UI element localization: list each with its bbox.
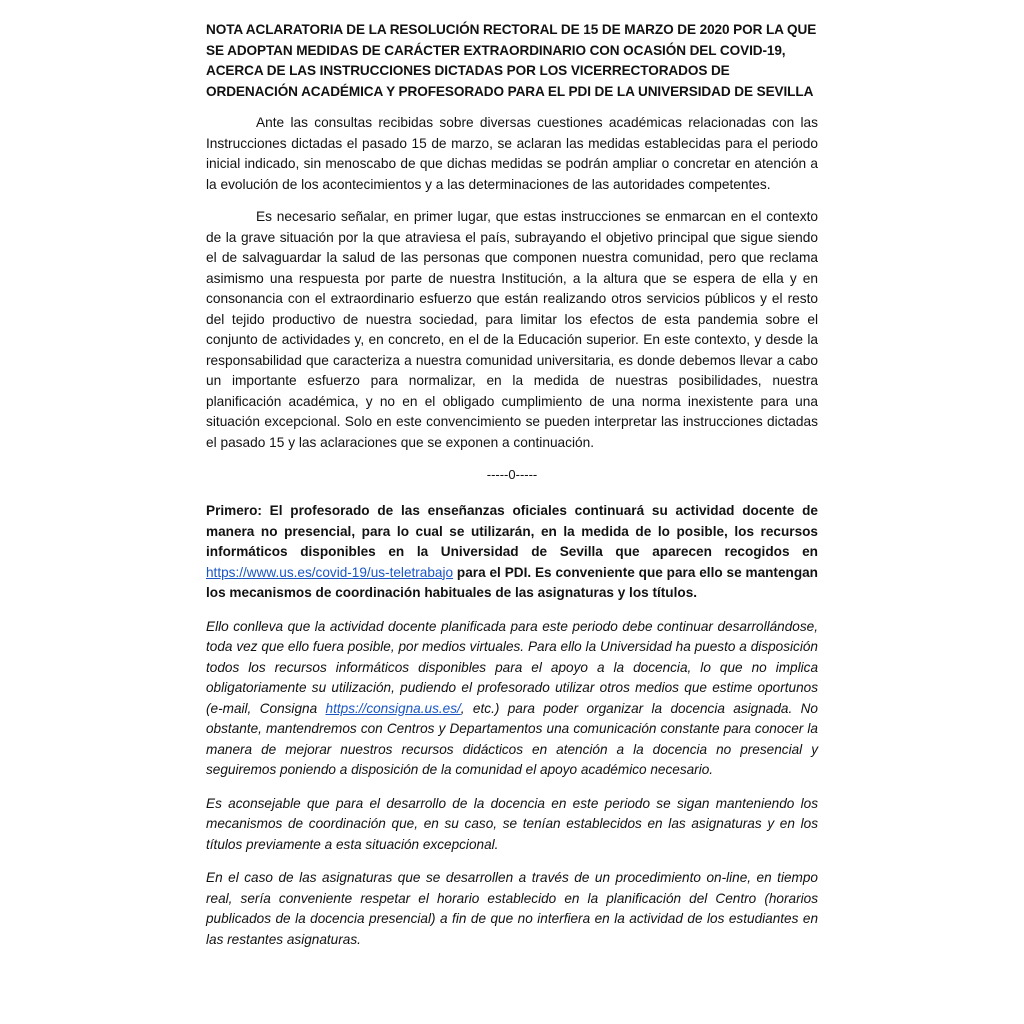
italic-paragraph-3: En el caso de las asignaturas que se desarrollen a través de un procedimiento on-line, en tiempo real, sería conveniente respetar el horario establecido en la planificación del Centro (horarios publicados de la docencia presencial) a fin de que no interfiera en la actividad de los estudiantes en las restantes asignaturas. [206, 870, 818, 947]
document-title: NOTA ACLARATORIA DE LA RESOLUCIÓN RECTORAL DE 15 DE MARZO DE 2020 POR LA QUE SE ADOPTAN MEDIDAS DE CARÁCTER EXTRAORDINARIO CON OCASIÓN DEL COVID-19, ACERCA DE LAS INSTRUCCIONES DICTADAS POR LOS VICERRECTORADOS DE ORDENACIÓN ACADÉMICA Y PROFESORADO PARA EL PDI DE LA UNIVERSIDAD DE SEVILLA [206, 22, 817, 99]
italic-paragraph-2: Es aconsejable que para el desarrollo de la docencia en este periodo se sigan manteniendo los mecanismos de coordinación que, en su caso, se tenían establecidos en las asignaturas y en los títulos previamente a esta situación excepcional. [206, 795, 818, 852]
primero-text-before-link: Primero: El profesorado de las enseñanzas oficiales continuará su actividad docente de manera no presencial, para lo cual se utilizarán, en la medida de lo posible, los recursos informáticos disponibles en la Universidad de Sevilla que aparecen recogidos en [206, 503, 818, 559]
intro-paragraph-2: Es necesario señalar, en primer lugar, que estas instrucciones se enmarcan en el contexto de la grave situación por la que atraviesa el país, subrayando el objetivo principal que sigue siendo el de salvaguardar la salud de las personas que componen nuestra comunidad, pero que reclama asimismo una respuesta por parte de nuestra Institución, a la altura que se espera de ella y en consonancia con el extraordinario esfuerzo que están realizando otros servicios públicos y el resto del tejido productivo de nuestra sociedad, para limitar los efectos de esta pandemia sobre el conjunto de actividades y, en concreto, en el de la Educación superior. En este contexto, y desde la responsabilidad que caracteriza a nuestra comunidad universitaria, es donde debemos llevar a cabo un importante esfuerzo para normalizar, en la medida de nuestras posibilidades, nuestra planificación académica, y no en el obligado cumplimiento de una norma inexistente para una situación excepcional. Solo en este convencimiento se pueden interpretar las instrucciones dictadas el pasado 15 y las aclaraciones que se exponen a continuación. [206, 209, 818, 450]
primero-text-after-link: para el PDI. Es conveniente que para ello se mantengan los mecanismos de coordinación habituales de las asignaturas y los títulos. [206, 564, 818, 600]
intro-paragraph-1: Ante las consultas recibidas sobre diversas cuestiones académicas relacionadas con las Instrucciones dictadas el pasado 15 de marzo, se aclaran las medidas establecidas para el periodo inicial indicado, sin menoscabo de que dichas medidas se podrán ampliar o concretar en atención a la evolución de los acontecimientos y a las determinaciones de las autoridades competentes. [206, 115, 818, 192]
italic-1-text-before-link: Ello conlleva que la actividad docente planificada para este periodo debe continuar desarrollándose, toda vez que ello fuera posible, por medios virtuales. Para ello la Universidad ha puesto a disposición todos los recursos informáticos disponibles para el apoyo a la docencia, lo que no implica obligatoriamente su utilización, pudiendo el profesorado utilizar otros medios que estime oportunos (e-mail, Consigna [206, 618, 818, 716]
italic-1-text-after-link: , etc.) para poder organizar la docencia asignada. No obstante, mantendremos con Centros y Departamentos una comunicación constante para conocer la manera de mejorar nuestros recursos didácticos en atención a la docencia no presencial y seguiremos poniendo a disposición de la comunidad el apoyo académico necesario. [206, 700, 818, 777]
section-separator: -----0----- [486, 467, 538, 482]
us-teletrabajo-link[interactable]: https://www.us.es/covid-19/us-teletrabajo [206, 564, 454, 580]
italic-paragraph-1 [206, 617, 818, 781]
primero-paragraph [206, 501, 818, 604]
consigna-link[interactable]: https://consigna.us.es/ [325, 700, 461, 716]
